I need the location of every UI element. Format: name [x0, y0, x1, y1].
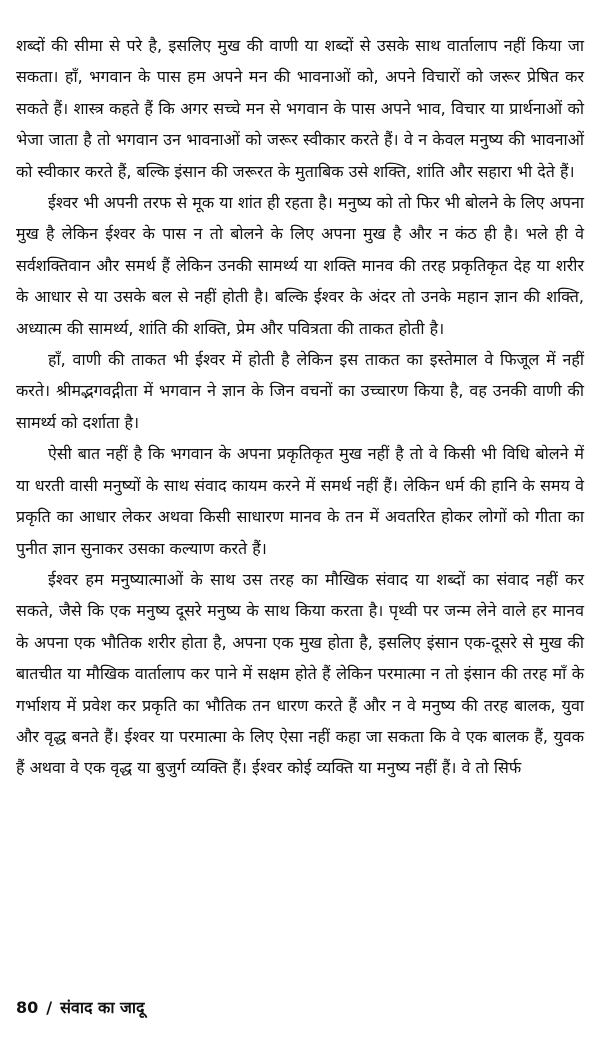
paragraph-5: ईश्वर हम मनुष्यात्माओं के साथ उस तरह का मौखिक संवाद या शब्दों का संवाद नहीं कर सकते, जैसे कि एक मनुष्य दूसरे मनुष्य के साथ किया करता है। पृथ्वी पर जन्म लेने वाले हर मानव के अपना एक भौतिक शरीर होता है, अपना एक मुख होता है, इसलिए इंसान एक-दूसरे से मुख की बातचीत या मौखिक वार्तालाप कर पाने में सक्षम होते हैं लेकिन परमात्मा न तो इंसान की तरह माँ के गर्भाशय में प्रवेश कर प्रकृति का भौतिक तन धारण करते हैं और न वे मनुष्य की तरह बालक, युवा और वृद्ध बनते हैं। ईश्वर या परमात्मा के लिए ऐसा नहीं कहा जा सकता कि वे एक बालक हैं, युवक हैं अथवा वे एक वृद्ध या बुजुर्ग व्यक्ति हैं। ईश्वर कोई व्यक्ति या मनुष्य नहीं हैं। वे तो सिर्फ	[16, 569, 584, 778]
page-body	[16, 30, 584, 784]
paragraph-4: ऐसी बात नहीं है कि भगवान के अपना प्रकृतिकृत मुख नहीं है तो वे किसी भी विधि बोलने में या धरती वासी मनुष्यों के साथ संवाद कायम करने में समर्थ नहीं हैं। लेकिन धर्म की हानि के समय वे प्रकृति का आधार लेकर अथवा किसी साधारण मानव के तन में अवतरित होकर लोगों को गीता का पुनीत ज्ञान सुनाकर उसका कल्याण करते हैं।	[16, 444, 584, 558]
footer-separator: /	[46, 998, 53, 1017]
page-number: 80	[16, 998, 39, 1017]
book-title: संवाद का जादू	[60, 998, 145, 1017]
paragraph-1: शब्दों की सीमा से परे है, इसलिए मुख की वाणी या शब्दों से उसके साथ वार्तालाप नहीं किया जा सकता। हाँ, भगवान के पास हम अपने मन की भावनाओं को, अपने विचारों को जरूर प्रेषित कर सकते हैं। शास्त्र कहते हैं कि अगर सच्चे मन से भगवान के पास अपने भाव, विचार या प्रार्थनाओं को भेजा जाता है तो भगवान उन भावनाओं को जरूर स्वीकार करते हैं। वे न केवल मनुष्य की भावनाओं को स्वीकार करते हैं, बल्कि इंसान की जरूरत के मुताबिक उसे शक्ति, शांति और सहारा भी देते हैं।	[16, 36, 584, 181]
paragraph-2: ईश्वर भी अपनी तरफ से मूक या शांत ही रहता है। मनुष्य को तो फिर भी बोलने के लिए अपना मुख है लेकिन ईश्वर के पास न तो बोलने के लिए अपना मुख है और न कंठ ही है। भले ही वे सर्वशक्तिवान और समर्थ हैं लेकिन उनकी सामर्थ्य या शक्ति मानव की तरह प्रकृतिकृत देह या शरीर के आधार से या उसके बल से नहीं होती है। बल्कि ईश्वर के अंदर तो उनके महान ज्ञान की शक्ति, अध्यात्म की सामर्थ्य, शांति की शक्ति, प्रेम और पवित्रता की ताकत होती है।	[16, 193, 584, 338]
page-footer	[16, 996, 145, 1018]
paragraph-3: हाँ, वाणी की ताकत भी ईश्वर में होती है लेकिन इस ताकत का इस्तेमाल वे फिजूल में नहीं करते। श्रीमद्भगवद्गीता में भगवान ने ज्ञान के जिन वचनों का उच्चारण किया है, वह उनकी वाणी की सामर्थ्य को दर्शाता है।	[16, 350, 584, 432]
